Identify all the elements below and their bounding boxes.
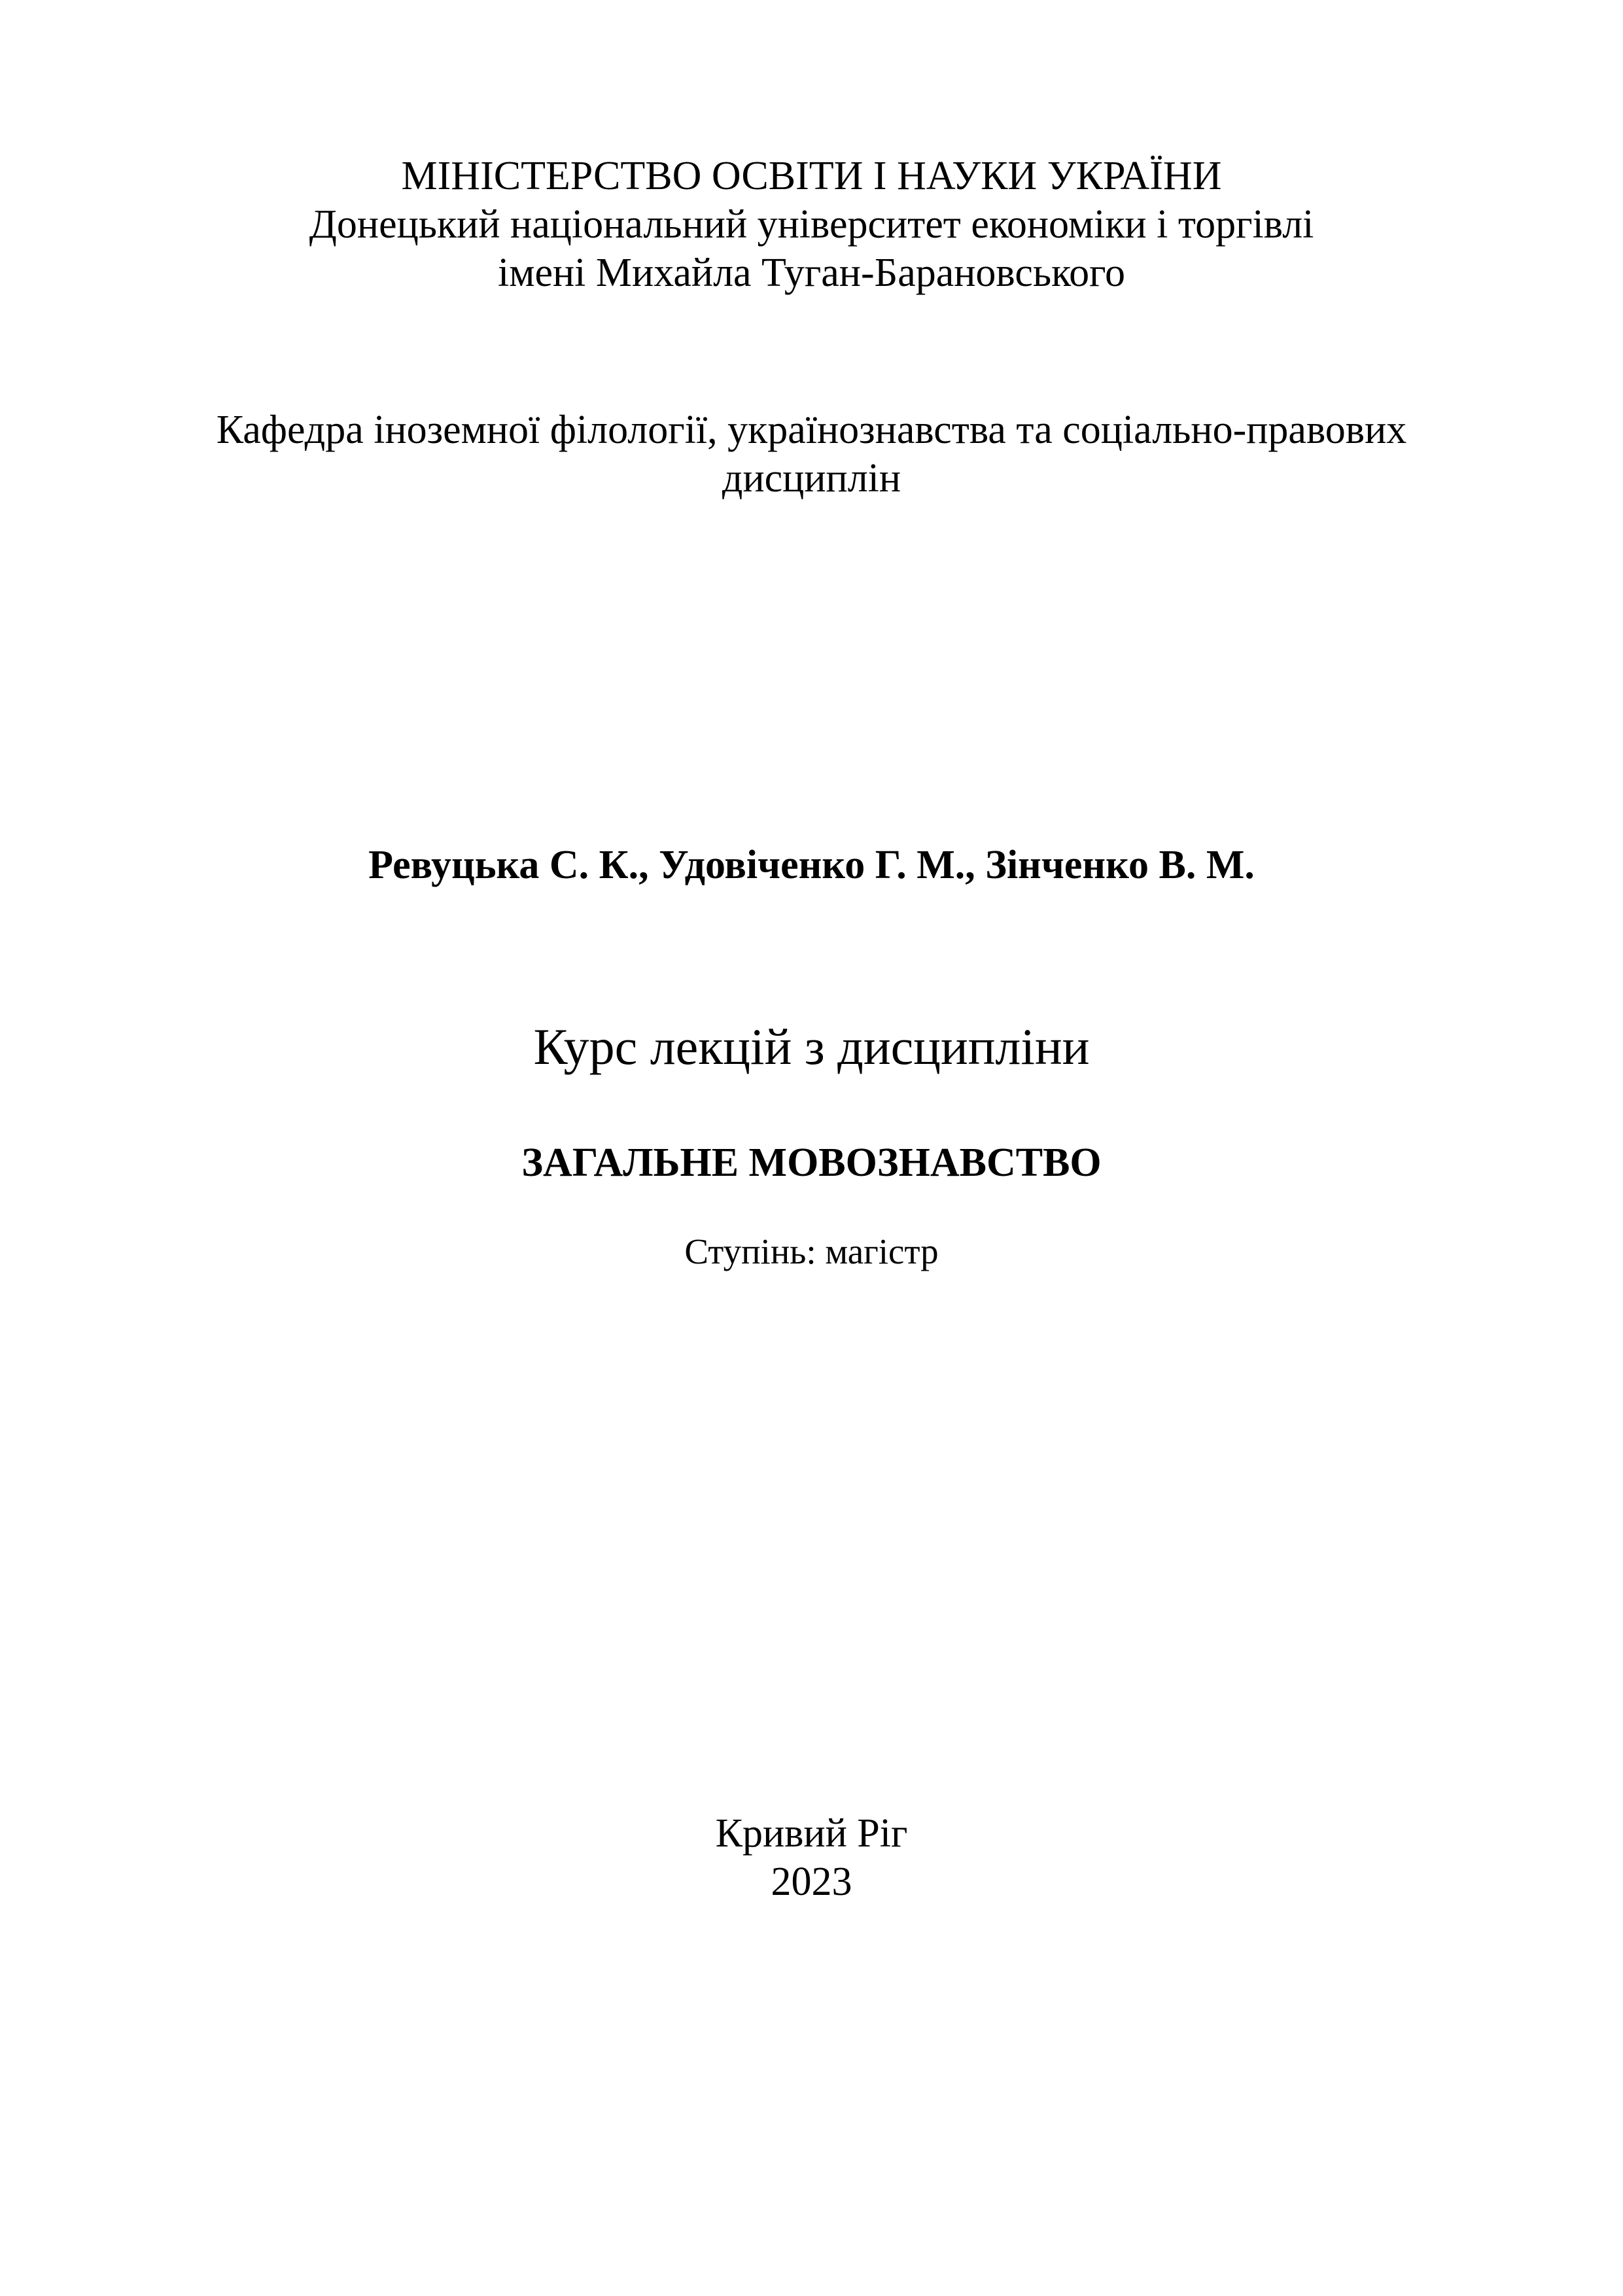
course-title (0, 1017, 1623, 1076)
city: Кривий Ріг (715, 1811, 908, 1856)
ministry-name: МІНІСТЕРСТВО ОСВІТИ І НАУКИ УКРАЇНИ (401, 154, 1222, 198)
university-name: Донецький національний університет економіки і торгівлі (309, 202, 1314, 247)
authors (0, 841, 1623, 889)
subject-title-text: ЗАГАЛЬНЕ МОВОЗНАВСТВО (521, 1140, 1102, 1185)
degree-text: Ступінь: магістр (684, 1231, 939, 1271)
department-line-1: Кафедра іноземної філології, українознавства та соціально-правових (216, 408, 1407, 452)
department-name (0, 406, 1623, 503)
institution-header (0, 152, 1623, 297)
place-and-year (0, 1809, 1623, 1906)
year: 2023 (771, 1860, 852, 1904)
course-title-text: Курс лекцій з дисципліни (533, 1018, 1090, 1075)
department-line-2: дисциплін (722, 456, 901, 501)
subject-title (0, 1139, 1623, 1187)
degree-label (0, 1230, 1623, 1273)
authors-list: Ревуцька С. К., Удовіченко Г. М., Зінченко В. М. (368, 843, 1255, 887)
university-honorific-name: імені Михайла Туган-Барановського (498, 251, 1125, 295)
